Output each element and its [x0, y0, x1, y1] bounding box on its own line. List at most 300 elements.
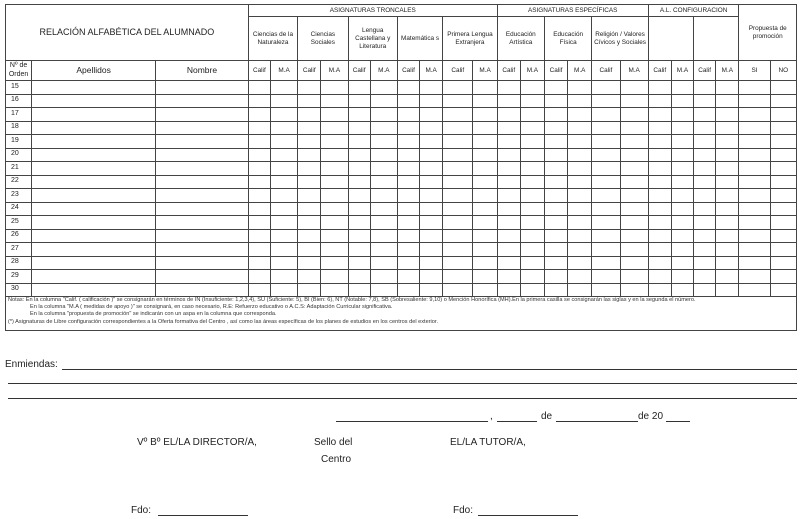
ma-cell[interactable] — [370, 243, 397, 257]
ma-cell[interactable] — [520, 229, 544, 243]
calif-cell[interactable] — [298, 256, 321, 270]
calif-cell[interactable] — [592, 94, 620, 108]
nombre-cell[interactable] — [156, 202, 249, 216]
ma-cell[interactable] — [568, 189, 592, 203]
ma-cell[interactable] — [321, 216, 348, 230]
ma-cell[interactable] — [520, 162, 544, 176]
calif-cell[interactable] — [497, 283, 520, 297]
ma-cell[interactable] — [568, 175, 592, 189]
calif-cell[interactable] — [592, 148, 620, 162]
no-cell[interactable] — [770, 135, 796, 149]
ma-cell[interactable] — [370, 135, 397, 149]
ma-cell[interactable] — [671, 202, 693, 216]
ma-cell[interactable] — [321, 283, 348, 297]
calif-cell[interactable] — [497, 189, 520, 203]
nombre-cell[interactable] — [156, 135, 249, 149]
calif-cell[interactable] — [694, 175, 716, 189]
calif-cell[interactable] — [592, 270, 620, 284]
ma-cell[interactable] — [270, 135, 297, 149]
calif-cell[interactable] — [443, 121, 473, 135]
ma-cell[interactable] — [370, 175, 397, 189]
calif-cell[interactable] — [248, 216, 270, 230]
ma-cell[interactable] — [370, 229, 397, 243]
ma-cell[interactable] — [520, 189, 544, 203]
calif-cell[interactable] — [443, 175, 473, 189]
calif-cell[interactable] — [497, 135, 520, 149]
nombre-cell[interactable] — [156, 162, 249, 176]
calif-cell[interactable] — [694, 162, 716, 176]
ma-cell[interactable] — [270, 202, 297, 216]
calif-cell[interactable] — [397, 81, 419, 95]
ma-cell[interactable] — [671, 175, 693, 189]
no-cell[interactable] — [770, 256, 796, 270]
si-cell[interactable] — [739, 202, 770, 216]
apellidos-cell[interactable] — [32, 283, 156, 297]
calif-cell[interactable] — [592, 81, 620, 95]
si-cell[interactable] — [739, 256, 770, 270]
fdo-tutor-field[interactable] — [478, 515, 578, 516]
ma-cell[interactable] — [620, 108, 648, 122]
calif-cell[interactable] — [248, 94, 270, 108]
apellidos-cell[interactable] — [32, 243, 156, 257]
calif-cell[interactable] — [648, 148, 671, 162]
ma-cell[interactable] — [370, 148, 397, 162]
si-cell[interactable] — [739, 135, 770, 149]
calif-cell[interactable] — [397, 243, 419, 257]
calif-cell[interactable] — [544, 108, 567, 122]
calif-cell[interactable] — [298, 270, 321, 284]
ma-cell[interactable] — [520, 135, 544, 149]
ma-cell[interactable] — [568, 121, 592, 135]
ma-cell[interactable] — [420, 283, 443, 297]
calif-cell[interactable] — [248, 175, 270, 189]
calif-cell[interactable] — [443, 94, 473, 108]
ma-cell[interactable] — [716, 175, 739, 189]
calif-cell[interactable] — [694, 202, 716, 216]
ma-cell[interactable] — [321, 94, 348, 108]
ma-cell[interactable] — [370, 216, 397, 230]
ma-cell[interactable] — [716, 148, 739, 162]
ma-cell[interactable] — [620, 121, 648, 135]
calif-cell[interactable] — [443, 243, 473, 257]
calif-cell[interactable] — [544, 148, 567, 162]
ma-cell[interactable] — [420, 189, 443, 203]
apellidos-cell[interactable] — [32, 121, 156, 135]
calif-cell[interactable] — [397, 135, 419, 149]
day-field[interactable] — [497, 421, 537, 422]
calif-cell[interactable] — [348, 162, 370, 176]
ma-cell[interactable] — [568, 216, 592, 230]
ma-cell[interactable] — [321, 270, 348, 284]
ma-cell[interactable] — [473, 81, 497, 95]
nombre-cell[interactable] — [156, 121, 249, 135]
ma-cell[interactable] — [568, 108, 592, 122]
calif-cell[interactable] — [443, 256, 473, 270]
calif-cell[interactable] — [397, 216, 419, 230]
calif-cell[interactable] — [544, 256, 567, 270]
ma-cell[interactable] — [270, 162, 297, 176]
calif-cell[interactable] — [298, 216, 321, 230]
calif-cell[interactable] — [544, 162, 567, 176]
calif-cell[interactable] — [592, 121, 620, 135]
calif-cell[interactable] — [544, 94, 567, 108]
ma-cell[interactable] — [270, 81, 297, 95]
calif-cell[interactable] — [694, 270, 716, 284]
calif-cell[interactable] — [497, 81, 520, 95]
calif-cell[interactable] — [298, 108, 321, 122]
calif-cell[interactable] — [592, 202, 620, 216]
ma-cell[interactable] — [321, 108, 348, 122]
ma-cell[interactable] — [620, 283, 648, 297]
ma-cell[interactable] — [568, 283, 592, 297]
calif-cell[interactable] — [592, 229, 620, 243]
calif-cell[interactable] — [497, 148, 520, 162]
calif-cell[interactable] — [648, 256, 671, 270]
ma-cell[interactable] — [620, 202, 648, 216]
ma-cell[interactable] — [270, 189, 297, 203]
calif-cell[interactable] — [648, 175, 671, 189]
calif-cell[interactable] — [694, 189, 716, 203]
calif-cell[interactable] — [497, 270, 520, 284]
ma-cell[interactable] — [321, 202, 348, 216]
ma-cell[interactable] — [568, 229, 592, 243]
ma-cell[interactable] — [420, 121, 443, 135]
ma-cell[interactable] — [716, 135, 739, 149]
calif-cell[interactable] — [397, 189, 419, 203]
nombre-cell[interactable] — [156, 94, 249, 108]
ma-cell[interactable] — [321, 121, 348, 135]
no-cell[interactable] — [770, 175, 796, 189]
calif-cell[interactable] — [648, 243, 671, 257]
calif-cell[interactable] — [298, 148, 321, 162]
enmiendas-line-1[interactable] — [62, 369, 797, 370]
ma-cell[interactable] — [473, 216, 497, 230]
apellidos-cell[interactable] — [32, 108, 156, 122]
ma-cell[interactable] — [716, 256, 739, 270]
ma-cell[interactable] — [473, 189, 497, 203]
si-cell[interactable] — [739, 162, 770, 176]
calif-cell[interactable] — [348, 148, 370, 162]
ma-cell[interactable] — [420, 216, 443, 230]
apellidos-cell[interactable] — [32, 270, 156, 284]
calif-cell[interactable] — [298, 81, 321, 95]
calif-cell[interactable] — [544, 189, 567, 203]
ma-cell[interactable] — [473, 94, 497, 108]
si-cell[interactable] — [739, 283, 770, 297]
ma-cell[interactable] — [420, 270, 443, 284]
ma-cell[interactable] — [370, 94, 397, 108]
ma-cell[interactable] — [473, 108, 497, 122]
no-cell[interactable] — [770, 189, 796, 203]
nombre-cell[interactable] — [156, 216, 249, 230]
calif-cell[interactable] — [298, 94, 321, 108]
ma-cell[interactable] — [270, 148, 297, 162]
ma-cell[interactable] — [568, 162, 592, 176]
calif-cell[interactable] — [648, 108, 671, 122]
ma-cell[interactable] — [671, 135, 693, 149]
place-field[interactable] — [336, 421, 488, 422]
calif-cell[interactable] — [248, 108, 270, 122]
calif-cell[interactable] — [648, 229, 671, 243]
calif-cell[interactable] — [298, 202, 321, 216]
ma-cell[interactable] — [473, 121, 497, 135]
calif-cell[interactable] — [298, 135, 321, 149]
ma-cell[interactable] — [370, 108, 397, 122]
calif-cell[interactable] — [648, 189, 671, 203]
calif-cell[interactable] — [348, 216, 370, 230]
ma-cell[interactable] — [370, 283, 397, 297]
ma-cell[interactable] — [270, 256, 297, 270]
ma-cell[interactable] — [568, 94, 592, 108]
nombre-cell[interactable] — [156, 175, 249, 189]
ma-cell[interactable] — [716, 189, 739, 203]
ma-cell[interactable] — [716, 202, 739, 216]
ma-cell[interactable] — [420, 81, 443, 95]
ma-cell[interactable] — [716, 94, 739, 108]
ma-cell[interactable] — [520, 94, 544, 108]
ma-cell[interactable] — [671, 121, 693, 135]
calif-cell[interactable] — [592, 108, 620, 122]
calif-cell[interactable] — [443, 229, 473, 243]
calif-cell[interactable] — [443, 148, 473, 162]
calif-cell[interactable] — [443, 189, 473, 203]
calif-cell[interactable] — [348, 202, 370, 216]
ma-cell[interactable] — [671, 216, 693, 230]
nombre-cell[interactable] — [156, 189, 249, 203]
year-field[interactable] — [666, 421, 690, 422]
ma-cell[interactable] — [473, 243, 497, 257]
calif-cell[interactable] — [397, 148, 419, 162]
calif-cell[interactable] — [348, 189, 370, 203]
ma-cell[interactable] — [420, 148, 443, 162]
enmiendas-line-3[interactable] — [8, 398, 797, 399]
ma-cell[interactable] — [270, 229, 297, 243]
no-cell[interactable] — [770, 162, 796, 176]
no-cell[interactable] — [770, 270, 796, 284]
calif-cell[interactable] — [348, 135, 370, 149]
ma-cell[interactable] — [620, 162, 648, 176]
si-cell[interactable] — [739, 94, 770, 108]
calif-cell[interactable] — [694, 283, 716, 297]
ma-cell[interactable] — [716, 216, 739, 230]
calif-cell[interactable] — [248, 256, 270, 270]
ma-cell[interactable] — [620, 81, 648, 95]
ma-cell[interactable] — [671, 81, 693, 95]
enmiendas-line-2[interactable] — [8, 383, 797, 384]
calif-cell[interactable] — [248, 162, 270, 176]
calif-cell[interactable] — [648, 270, 671, 284]
calif-cell[interactable] — [592, 216, 620, 230]
calif-cell[interactable] — [397, 270, 419, 284]
ma-cell[interactable] — [270, 108, 297, 122]
calif-cell[interactable] — [397, 108, 419, 122]
si-cell[interactable] — [739, 229, 770, 243]
apellidos-cell[interactable] — [32, 256, 156, 270]
apellidos-cell[interactable] — [32, 148, 156, 162]
nombre-cell[interactable] — [156, 256, 249, 270]
ma-cell[interactable] — [270, 270, 297, 284]
nombre-cell[interactable] — [156, 148, 249, 162]
nombre-cell[interactable] — [156, 229, 249, 243]
calif-cell[interactable] — [248, 81, 270, 95]
calif-cell[interactable] — [348, 121, 370, 135]
ma-cell[interactable] — [568, 81, 592, 95]
ma-cell[interactable] — [716, 121, 739, 135]
apellidos-cell[interactable] — [32, 202, 156, 216]
ma-cell[interactable] — [620, 135, 648, 149]
ma-cell[interactable] — [520, 202, 544, 216]
calif-cell[interactable] — [592, 283, 620, 297]
ma-cell[interactable] — [270, 175, 297, 189]
ma-cell[interactable] — [473, 175, 497, 189]
si-cell[interactable] — [739, 243, 770, 257]
ma-cell[interactable] — [473, 135, 497, 149]
calif-cell[interactable] — [544, 270, 567, 284]
ma-cell[interactable] — [620, 94, 648, 108]
calif-cell[interactable] — [544, 175, 567, 189]
ma-cell[interactable] — [420, 256, 443, 270]
ma-cell[interactable] — [473, 148, 497, 162]
no-cell[interactable] — [770, 243, 796, 257]
ma-cell[interactable] — [520, 81, 544, 95]
no-cell[interactable] — [770, 229, 796, 243]
calif-cell[interactable] — [544, 202, 567, 216]
calif-cell[interactable] — [348, 229, 370, 243]
calif-cell[interactable] — [497, 175, 520, 189]
ma-cell[interactable] — [473, 270, 497, 284]
apellidos-cell[interactable] — [32, 175, 156, 189]
ma-cell[interactable] — [671, 94, 693, 108]
calif-cell[interactable] — [648, 135, 671, 149]
ma-cell[interactable] — [520, 256, 544, 270]
calif-cell[interactable] — [497, 256, 520, 270]
calif-cell[interactable] — [397, 175, 419, 189]
ma-cell[interactable] — [321, 189, 348, 203]
calif-cell[interactable] — [497, 243, 520, 257]
calif-cell[interactable] — [298, 189, 321, 203]
calif-cell[interactable] — [397, 283, 419, 297]
no-cell[interactable] — [770, 202, 796, 216]
ma-cell[interactable] — [520, 108, 544, 122]
ma-cell[interactable] — [321, 81, 348, 95]
si-cell[interactable] — [739, 108, 770, 122]
si-cell[interactable] — [739, 148, 770, 162]
no-cell[interactable] — [770, 216, 796, 230]
apellidos-cell[interactable] — [32, 81, 156, 95]
calif-cell[interactable] — [544, 121, 567, 135]
ma-cell[interactable] — [568, 256, 592, 270]
ma-cell[interactable] — [620, 229, 648, 243]
calif-cell[interactable] — [248, 189, 270, 203]
calif-cell[interactable] — [248, 283, 270, 297]
calif-cell[interactable] — [497, 162, 520, 176]
ma-cell[interactable] — [420, 162, 443, 176]
calif-cell[interactable] — [544, 81, 567, 95]
ma-cell[interactable] — [568, 148, 592, 162]
ma-cell[interactable] — [370, 189, 397, 203]
ma-cell[interactable] — [671, 108, 693, 122]
ma-cell[interactable] — [420, 229, 443, 243]
ma-cell[interactable] — [671, 148, 693, 162]
calif-cell[interactable] — [298, 162, 321, 176]
ma-cell[interactable] — [520, 270, 544, 284]
nombre-cell[interactable] — [156, 81, 249, 95]
si-cell[interactable] — [739, 270, 770, 284]
ma-cell[interactable] — [321, 229, 348, 243]
ma-cell[interactable] — [370, 81, 397, 95]
apellidos-cell[interactable] — [32, 216, 156, 230]
ma-cell[interactable] — [671, 283, 693, 297]
apellidos-cell[interactable] — [32, 189, 156, 203]
ma-cell[interactable] — [473, 229, 497, 243]
ma-cell[interactable] — [420, 108, 443, 122]
ma-cell[interactable] — [370, 202, 397, 216]
ma-cell[interactable] — [620, 189, 648, 203]
month-field[interactable] — [556, 421, 638, 422]
ma-cell[interactable] — [671, 243, 693, 257]
fdo-director-field[interactable] — [158, 515, 248, 516]
calif-cell[interactable] — [348, 243, 370, 257]
calif-cell[interactable] — [648, 121, 671, 135]
ma-cell[interactable] — [420, 202, 443, 216]
no-cell[interactable] — [770, 121, 796, 135]
ma-cell[interactable] — [568, 202, 592, 216]
ma-cell[interactable] — [620, 148, 648, 162]
calif-cell[interactable] — [348, 270, 370, 284]
calif-cell[interactable] — [348, 94, 370, 108]
ma-cell[interactable] — [270, 243, 297, 257]
calif-cell[interactable] — [694, 216, 716, 230]
calif-cell[interactable] — [397, 202, 419, 216]
si-cell[interactable] — [739, 216, 770, 230]
calif-cell[interactable] — [248, 202, 270, 216]
calif-cell[interactable] — [694, 94, 716, 108]
calif-cell[interactable] — [443, 135, 473, 149]
calif-cell[interactable] — [694, 135, 716, 149]
si-cell[interactable] — [739, 175, 770, 189]
ma-cell[interactable] — [716, 283, 739, 297]
ma-cell[interactable] — [321, 243, 348, 257]
ma-cell[interactable] — [671, 229, 693, 243]
ma-cell[interactable] — [270, 216, 297, 230]
calif-cell[interactable] — [648, 283, 671, 297]
calif-cell[interactable] — [544, 283, 567, 297]
ma-cell[interactable] — [321, 162, 348, 176]
calif-cell[interactable] — [397, 94, 419, 108]
calif-cell[interactable] — [497, 121, 520, 135]
ma-cell[interactable] — [620, 256, 648, 270]
ma-cell[interactable] — [671, 189, 693, 203]
ma-cell[interactable] — [520, 216, 544, 230]
calif-cell[interactable] — [298, 121, 321, 135]
ma-cell[interactable] — [473, 283, 497, 297]
apellidos-cell[interactable] — [32, 135, 156, 149]
ma-cell[interactable] — [520, 121, 544, 135]
calif-cell[interactable] — [443, 162, 473, 176]
calif-cell[interactable] — [544, 135, 567, 149]
ma-cell[interactable] — [716, 270, 739, 284]
ma-cell[interactable] — [520, 148, 544, 162]
calif-cell[interactable] — [592, 135, 620, 149]
calif-cell[interactable] — [348, 283, 370, 297]
ma-cell[interactable] — [473, 202, 497, 216]
si-cell[interactable] — [739, 81, 770, 95]
ma-cell[interactable] — [620, 216, 648, 230]
ma-cell[interactable] — [716, 243, 739, 257]
ma-cell[interactable] — [620, 270, 648, 284]
no-cell[interactable] — [770, 81, 796, 95]
calif-cell[interactable] — [298, 243, 321, 257]
